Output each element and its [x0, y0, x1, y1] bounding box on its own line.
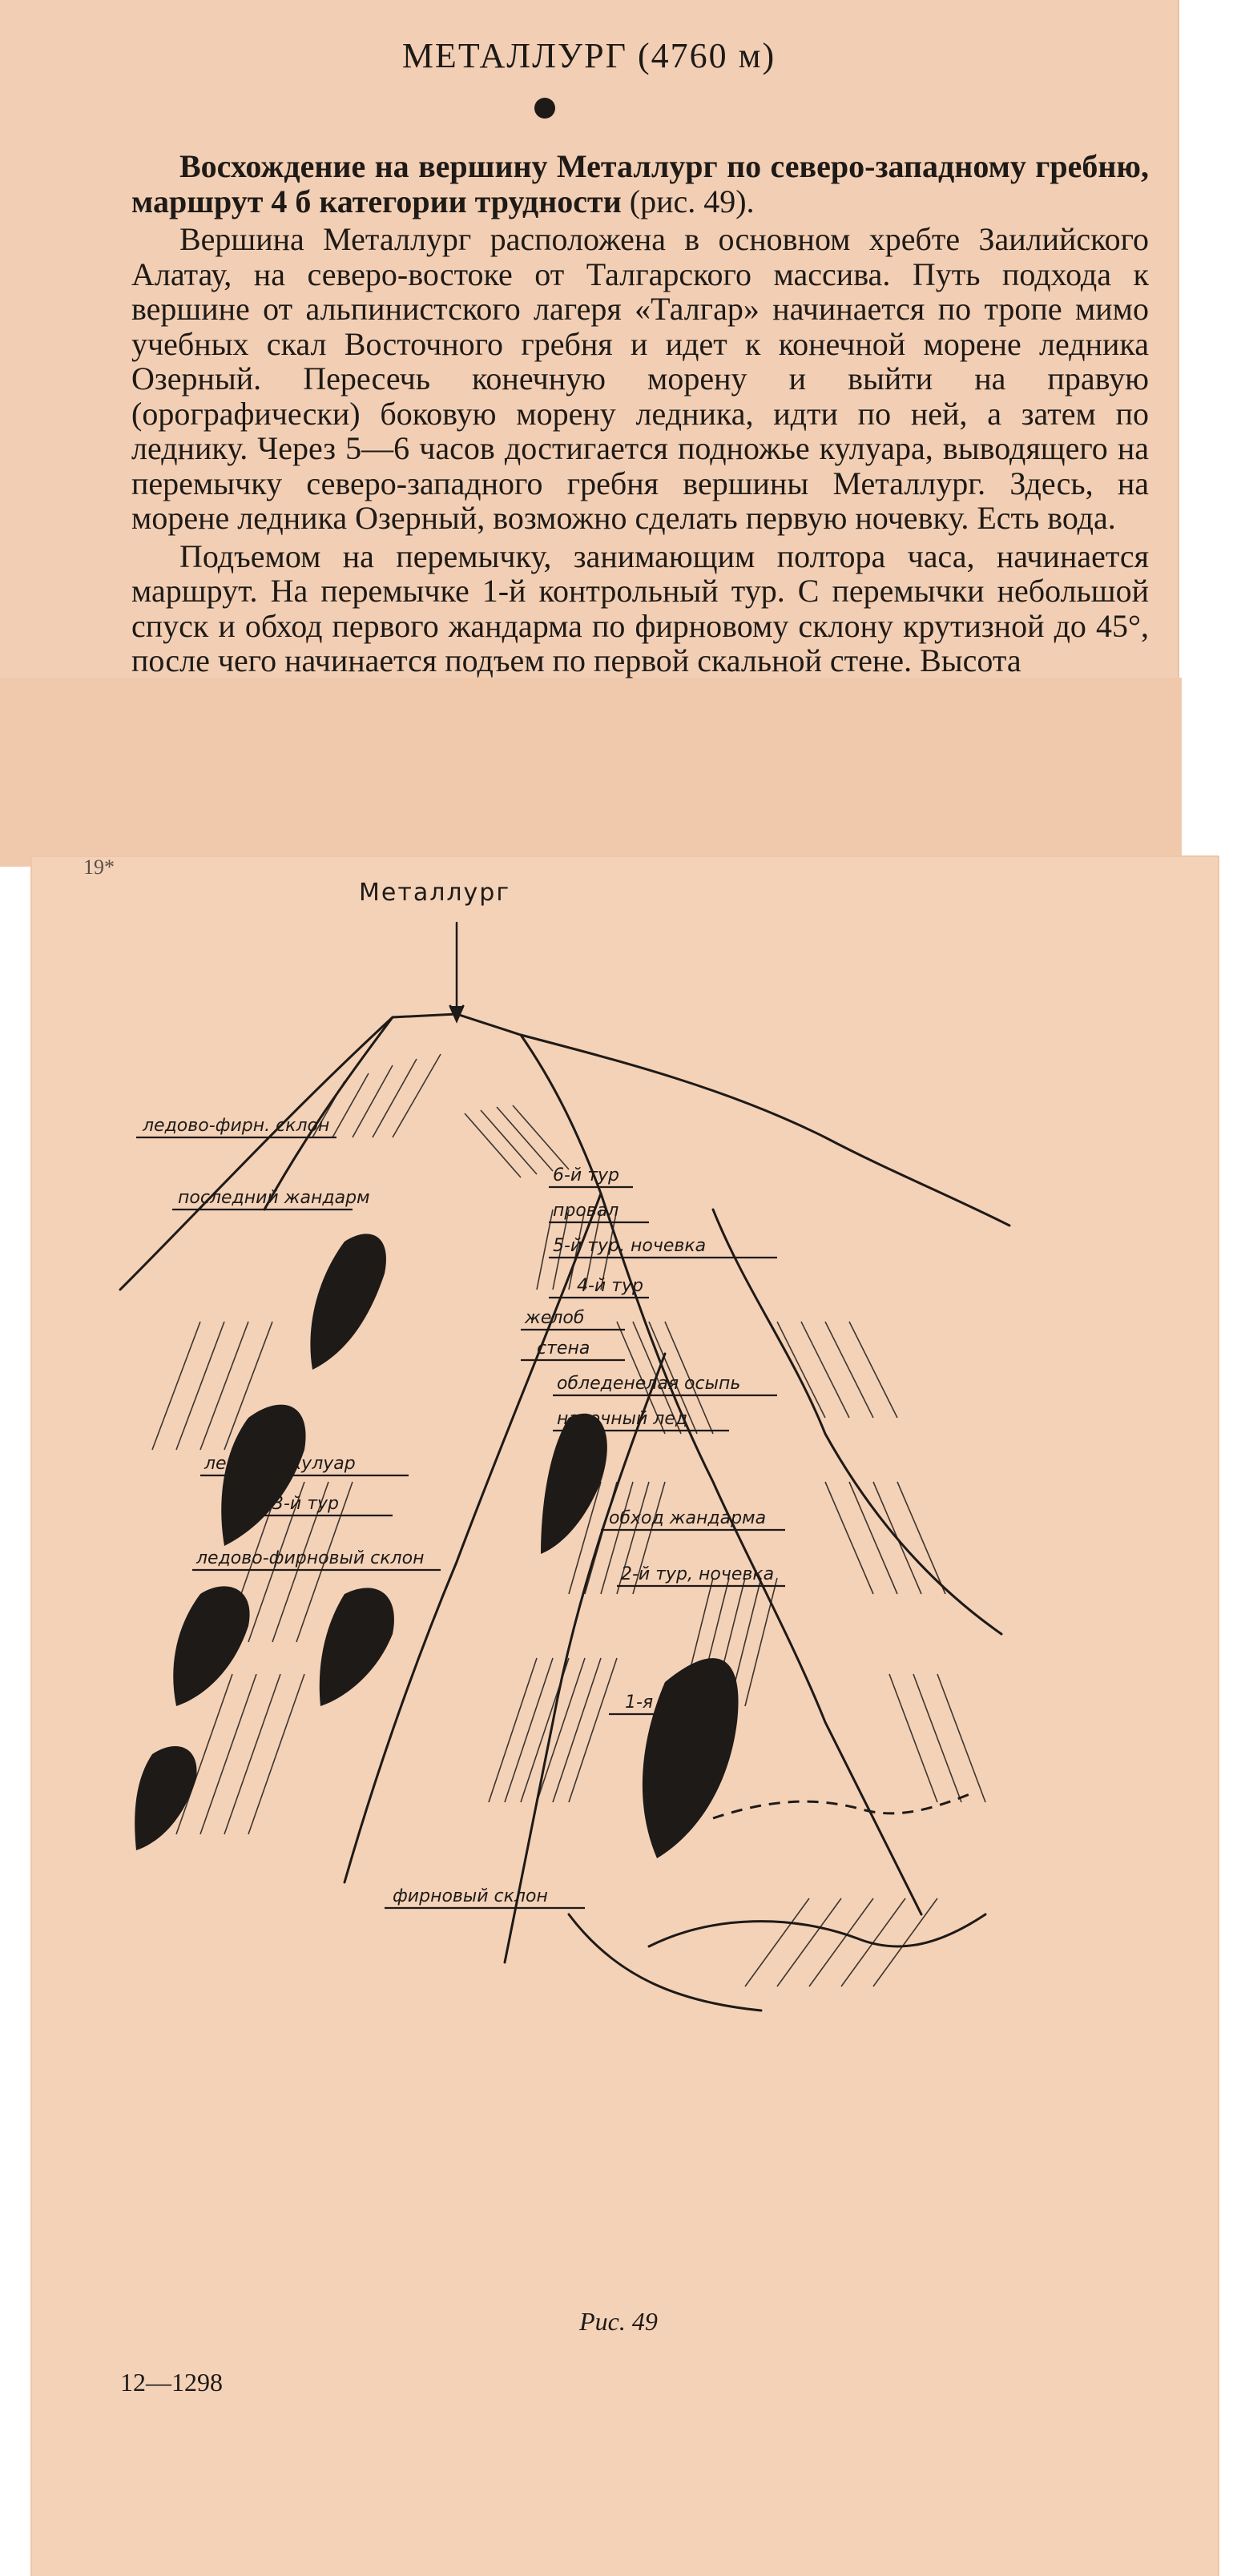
- label-firn-slope: фирновый склон: [393, 1886, 548, 1906]
- paragraph-route-start: Подъемом на перемычку, занимающим полтора часа, начинается маршрут. На перемычке 1-й контрольный тур. С перемычки небольшой спуск и обход первого жандарма по фирновому склону крутизной до 45°, после чего начинается подъем по первой скальной стене. Высота: [131, 537, 1149, 678]
- label-tour-3: 3-й тур: [272, 1494, 340, 1514]
- heading-bullet: [534, 98, 555, 119]
- signature-mark: [83, 855, 115, 865]
- summit-label: Металлург: [359, 879, 511, 907]
- upper-sheet-lower-strip: [0, 678, 1182, 867]
- figure-reference: (рис. 49).: [621, 183, 755, 219]
- label-tour-5: 5-й тур, ночевка: [553, 1236, 707, 1256]
- label-ice-firn-slope: ледово-фирновый склон: [196, 1548, 425, 1568]
- route-title: Восхождение на вершину Металлург по северо-западному гребню, маршрут 4 б категории трудности: [131, 148, 1149, 219]
- label-tour-2: 2-й тур, ночевка: [621, 1564, 775, 1584]
- figure-caption: Рис. 49: [579, 2307, 658, 2336]
- label-wall-1: 1-я стена: [625, 1693, 712, 1713]
- label-last-gendarme: последний жандарм: [178, 1188, 370, 1208]
- paragraph-location: Вершина Металлург расположена в основном хребте Заилийского Алатау, на северо-востоке от Талгарского массива. Путь подхода к вершине от альпинистского лагеря «Талгар» начинается по тропе мимо учебных скал Восточного гребня и идет к конечной морене ледника Озерный. Пересечь конечную морену и выйти на правую (орографически) боковую морену ледника, идти по ней, а затем по леднику. Через 5—6 часов достигается подножье кулуара, выводящего на перемычку северо-западного гребня вершины Металлург. Здесь, на морене ледника Озерный, возможно сделать первую ночевку. Есть вода.: [131, 221, 1149, 536]
- label-sinter-ice: натечный лед: [557, 1409, 688, 1429]
- label-ice-firn-slope-top: ледово-фирн. склон: [143, 1116, 330, 1136]
- label-tour-6: 6-й тур: [553, 1165, 620, 1185]
- label-gutter: желоб: [525, 1308, 585, 1328]
- label-wall: стена: [537, 1338, 590, 1358]
- mountain-illustration: [104, 873, 1066, 2043]
- label-iced-scree: обледенелая осыпь: [557, 1374, 741, 1394]
- page-heading: МЕТАЛЛУРГ (4760 м): [401, 36, 776, 75]
- intro-paragraph: [131, 149, 1149, 219]
- label-ice-couloir: ледовый кулуар: [204, 1454, 356, 1474]
- label-gap: провал: [553, 1201, 619, 1221]
- label-tour-4: 4-й тур: [577, 1276, 644, 1296]
- body-text: [131, 149, 1149, 682]
- label-gendarme-bypass: обход жандарма: [609, 1508, 767, 1528]
- page-code: 12—1298: [120, 2368, 223, 2397]
